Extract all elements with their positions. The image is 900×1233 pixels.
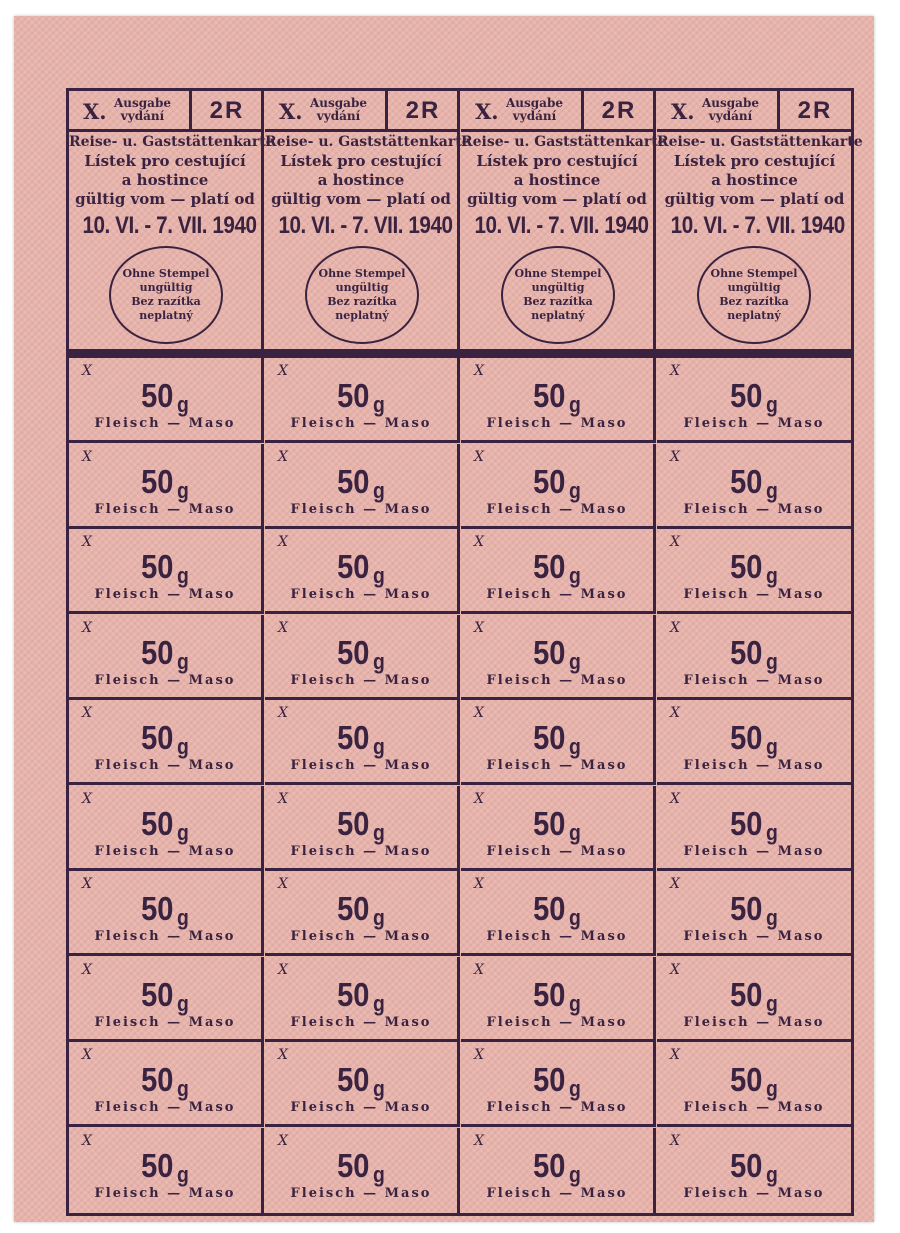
card-title [69, 133, 275, 209]
coupon [461, 529, 656, 614]
coupon [657, 1128, 851, 1213]
stamp-circle [697, 246, 811, 344]
ration-card-sheet [66, 88, 863, 1216]
coupon-amount-unit: g [176, 734, 189, 759]
coupon-amount-value: 50 [141, 1146, 174, 1184]
coupon [265, 615, 460, 700]
coupon-series-mark: X [670, 961, 680, 978]
series-divider [189, 91, 192, 129]
coupon-amount-unit: g [176, 563, 189, 588]
coupon-item: Fleisch — Maso [290, 1185, 432, 1201]
coupon-amount-value: 50 [533, 548, 566, 585]
coupon-amount-unit: g [568, 905, 581, 930]
coupon-series-mark: X [278, 790, 288, 807]
coupon-amount-unit: g [176, 648, 189, 674]
coupon-item: Fleisch — Maso [290, 929, 432, 944]
coupon [657, 786, 851, 871]
series-label-de: Ausgabe [702, 96, 759, 110]
coupon-series-mark: X [474, 363, 484, 379]
coupon [461, 1042, 656, 1127]
coupon [69, 444, 264, 529]
card-line-2: Lístek pro cestující [673, 152, 836, 170]
series-code: 2R [797, 97, 833, 124]
validity-dates: 10. VI. - 7. VII. 1940 [670, 212, 845, 239]
card-line-3: a hostince [317, 171, 405, 189]
series-box [657, 91, 852, 132]
coupon-series-mark: X [278, 961, 288, 978]
stamp-line-1: Ohne Stempel [710, 267, 798, 280]
coupon-series-mark: X [82, 705, 92, 721]
stamp-line-2: ungültig [727, 281, 781, 294]
coupon-series-mark: X [670, 876, 680, 892]
coupon [461, 871, 656, 956]
series-label [702, 97, 759, 123]
coupon-amount-unit: g [765, 392, 778, 417]
coupon-item: Fleisch — Maso [486, 929, 628, 944]
coupon-item: Fleisch — Maso [290, 758, 432, 773]
coupon-amount-unit: g [765, 1076, 778, 1101]
coupon-series-mark: X [670, 363, 680, 379]
series-divider [777, 91, 780, 129]
coupon-amount-value: 50 [337, 462, 370, 500]
coupon [69, 529, 264, 614]
coupon-amount-unit: g [568, 990, 581, 1016]
coupon-item: Fleisch — Maso [94, 1100, 236, 1115]
coupon [461, 358, 656, 443]
coupon-amount-unit: g [765, 563, 778, 588]
coupon-series-mark: X [670, 534, 680, 550]
stamp-circle [305, 246, 419, 344]
header-panel [461, 91, 667, 349]
coupon-item: Fleisch — Maso [683, 758, 825, 773]
stamp-line-2: ungültig [531, 281, 585, 294]
coupon-item: Fleisch — Maso [486, 1014, 628, 1030]
stamp-line-4: neplatný [139, 309, 193, 322]
coupon [657, 871, 851, 956]
coupon [461, 957, 656, 1042]
coupon-series-mark: X [278, 619, 288, 636]
coupon-amount-value: 50 [141, 377, 174, 414]
coupon-amount-value: 50 [141, 975, 174, 1013]
coupon-item: Fleisch — Maso [683, 1185, 825, 1201]
coupon-item: Fleisch — Maso [683, 587, 825, 602]
coupon-item: Fleisch — Maso [290, 587, 432, 602]
coupon [657, 1042, 851, 1127]
stamp-line-1: Ohne Stempel [122, 267, 210, 280]
series-letter: X. [279, 99, 303, 124]
coupon-series-mark: X [82, 790, 92, 807]
coupon-amount-unit: g [176, 392, 189, 417]
coupon-amount-unit: g [372, 392, 385, 417]
coupon-amount-unit: g [176, 990, 189, 1016]
coupon-series-mark: X [82, 876, 92, 892]
coupon-series-mark: X [670, 1047, 680, 1063]
validity-dates: 10. VI. - 7. VII. 1940 [82, 212, 257, 239]
coupon-amount-value: 50 [730, 890, 763, 927]
series-label-cs: vydání [316, 109, 361, 123]
card-line-1: Reise- u. Gaststättenkarte [265, 134, 471, 150]
coupon-item: Fleisch — Maso [94, 929, 236, 944]
stamp-line-4: neplatný [335, 309, 389, 322]
coupon-amount-unit: g [372, 1161, 385, 1187]
coupon-item: Fleisch — Maso [486, 758, 628, 773]
coupon-series-mark: X [278, 876, 288, 892]
card-line-2: Lístek pro cestující [476, 152, 638, 170]
coupon-amount-unit: g [372, 563, 385, 588]
coupon-series-mark: X [670, 619, 680, 636]
coupon-amount-value: 50 [337, 1061, 370, 1098]
series-label [114, 97, 171, 123]
coupon-amount-unit: g [568, 1161, 581, 1187]
coupon-item: Fleisch — Maso [683, 501, 825, 517]
coupon-series-mark: X [82, 534, 92, 550]
coupon-series-mark: X [278, 448, 288, 465]
coupon-amount-unit: g [176, 819, 189, 845]
coupon [69, 871, 264, 956]
coupon-item: Fleisch — Maso [683, 1014, 825, 1030]
card-title [265, 133, 471, 209]
card-line-4: gültig vom — platí od [467, 190, 647, 208]
stamp-line-3: Bez razítka [719, 295, 789, 308]
coupon [265, 358, 460, 443]
coupon-amount-value: 50 [141, 719, 174, 756]
coupon-item: Fleisch — Maso [486, 1100, 628, 1115]
stamp-line-4: neplatný [531, 309, 585, 322]
coupon [657, 615, 851, 700]
coupon [657, 957, 851, 1042]
coupon-amount-value: 50 [730, 633, 763, 671]
coupon [69, 615, 264, 700]
coupon-item: Fleisch — Maso [486, 1185, 628, 1201]
coupon-series-mark: X [670, 1132, 680, 1149]
card-line-3: a hostince [121, 171, 209, 189]
coupon-amount-unit: g [765, 819, 778, 845]
coupon-item: Fleisch — Maso [290, 501, 432, 517]
series-label-de: Ausgabe [506, 96, 563, 110]
coupon-amount-unit: g [568, 563, 581, 588]
coupon-amount-value: 50 [730, 1061, 763, 1098]
coupon-item: Fleisch — Maso [94, 843, 236, 859]
coupon-amount-value: 50 [533, 719, 566, 756]
series-label-cs: vydání [708, 109, 753, 123]
coupon-series-mark: X [82, 1047, 92, 1063]
header-panel [69, 91, 275, 349]
coupon-amount-unit: g [568, 819, 581, 845]
coupon [657, 529, 851, 614]
header-panel [657, 91, 863, 349]
coupon-item: Fleisch — Maso [486, 843, 628, 859]
coupon-series-mark: X [82, 619, 92, 636]
coupon-series-mark: X [82, 1132, 92, 1149]
coupon [657, 358, 851, 443]
card-title [461, 133, 667, 209]
coupon-amount-value: 50 [533, 804, 566, 842]
series-letter: X. [475, 99, 499, 124]
coupon-series-mark: X [474, 790, 484, 807]
coupon-series-mark: X [670, 448, 680, 465]
coupon-series-mark: X [670, 705, 680, 721]
coupon-amount-unit: g [372, 477, 385, 503]
card-line-1: Reise- u. Gaststättenkarte [69, 134, 275, 150]
stamp-line-2: ungültig [335, 281, 389, 294]
coupon-amount-value: 50 [730, 1146, 763, 1184]
coupon-series-mark: X [474, 619, 484, 636]
card-line-4: gültig vom — platí od [75, 190, 255, 208]
coupon-item: Fleisch — Maso [486, 672, 628, 688]
card-line-2: Lístek pro cestující [280, 152, 442, 170]
coupon-item: Fleisch — Maso [290, 672, 432, 688]
coupon [461, 615, 656, 700]
coupon [265, 444, 460, 529]
coupon-amount-unit: g [372, 1076, 385, 1101]
coupon-series-mark: X [474, 448, 484, 465]
coupon-amount-value: 50 [533, 633, 566, 671]
series-code: 2R [601, 97, 637, 124]
card-line-2: Lístek pro cestující [84, 152, 246, 170]
series-box [69, 91, 261, 132]
coupon-amount-unit: g [568, 392, 581, 417]
coupon-item: Fleisch — Maso [94, 758, 236, 773]
coupon-item: Fleisch — Maso [94, 587, 236, 602]
coupon-series-mark: X [278, 363, 288, 379]
coupon-series-mark: X [82, 961, 92, 978]
coupon-amount-unit: g [176, 1161, 189, 1187]
coupon [657, 700, 851, 785]
header-row [69, 91, 863, 358]
coupon-amount-value: 50 [337, 377, 370, 414]
coupon-amount-unit: g [568, 734, 581, 759]
coupon-amount-value: 50 [533, 462, 566, 500]
series-label-cs: vydání [512, 109, 557, 123]
coupon-item: Fleisch — Maso [683, 416, 825, 431]
coupon-amount-unit: g [765, 734, 778, 759]
coupon-item: Fleisch — Maso [94, 1185, 236, 1201]
coupon-amount-value: 50 [141, 804, 174, 842]
coupon-amount-unit: g [765, 1161, 778, 1187]
coupon-item: Fleisch — Maso [290, 1100, 432, 1115]
series-label-de: Ausgabe [114, 96, 171, 110]
coupon-amount-unit: g [568, 1076, 581, 1101]
coupon-item: Fleisch — Maso [486, 587, 628, 602]
coupon-amount-unit: g [372, 905, 385, 930]
series-code: 2R [405, 97, 441, 124]
coupon-amount-value: 50 [533, 1061, 566, 1098]
series-divider [385, 91, 388, 129]
coupon-amount-value: 50 [141, 1061, 174, 1098]
coupon-series-mark: X [474, 534, 484, 550]
coupon-amount-value: 50 [337, 804, 370, 842]
coupon-item: Fleisch — Maso [94, 501, 236, 517]
series-box [265, 91, 457, 132]
coupon-item: Fleisch — Maso [94, 672, 236, 688]
coupon-amount-value: 50 [337, 975, 370, 1013]
coupon-amount-unit: g [176, 1076, 189, 1101]
coupon-series-mark: X [474, 1132, 484, 1149]
coupon-amount-value: 50 [141, 462, 174, 500]
coupon [265, 957, 460, 1042]
coupon [461, 444, 656, 529]
coupon-amount-unit: g [372, 648, 385, 674]
coupon-amount-value: 50 [730, 719, 763, 756]
card-line-4: gültig vom — platí od [664, 190, 845, 208]
stamp-circle [501, 246, 615, 344]
card-line-3: a hostince [711, 171, 798, 189]
stamp-line-1: Ohne Stempel [318, 267, 406, 280]
coupon-series-mark: X [278, 1047, 288, 1063]
coupon-series-mark: X [82, 448, 92, 465]
coupon-amount-value: 50 [533, 890, 566, 927]
coupon-amount-value: 50 [533, 377, 566, 414]
coupon-item: Fleisch — Maso [94, 416, 236, 431]
coupon-item: Fleisch — Maso [486, 416, 628, 431]
stamp-circle [109, 246, 223, 344]
card-line-3: a hostince [513, 171, 601, 189]
coupon-item: Fleisch — Maso [290, 1014, 432, 1030]
validity-dates: 10. VI. - 7. VII. 1940 [278, 212, 453, 239]
coupon-amount-unit: g [765, 905, 778, 930]
coupon-series-mark: X [474, 1047, 484, 1063]
coupon-amount-unit: g [372, 734, 385, 759]
coupon [265, 1042, 460, 1127]
stamp-line-2: ungültig [139, 281, 193, 294]
coupon-grid [69, 358, 851, 1213]
coupon [657, 444, 851, 529]
coupon [461, 786, 656, 871]
coupon-amount-value: 50 [337, 633, 370, 671]
coupon-item: Fleisch — Maso [290, 843, 432, 859]
series-label-cs: vydání [120, 109, 165, 123]
card-line-1: Reise- u. Gaststättenkarte [657, 134, 863, 150]
series-letter: X. [671, 99, 695, 124]
coupon [69, 786, 264, 871]
coupon-amount-unit: g [568, 648, 581, 674]
series-label-de: Ausgabe [310, 96, 367, 110]
coupon-amount-value: 50 [337, 719, 370, 756]
stamp-line-1: Ohne Stempel [514, 267, 602, 280]
coupon [265, 786, 460, 871]
coupon [69, 358, 264, 443]
coupon [69, 957, 264, 1042]
coupon-amount-value: 50 [337, 890, 370, 927]
coupon-amount-value: 50 [730, 462, 763, 500]
coupon-amount-value: 50 [141, 890, 174, 927]
coupon-item: Fleisch — Maso [683, 672, 825, 688]
stamp-line-3: Bez razítka [131, 295, 201, 308]
stamp-line-3: Bez razítka [327, 295, 397, 308]
coupon [265, 700, 460, 785]
coupon-amount-unit: g [176, 477, 189, 503]
coupon-amount-unit: g [372, 990, 385, 1016]
coupon-series-mark: X [278, 534, 288, 550]
coupon [69, 700, 264, 785]
coupon-item: Fleisch — Maso [683, 929, 825, 944]
coupon-series-mark: X [82, 363, 92, 379]
coupon-amount-value: 50 [730, 377, 763, 414]
series-divider [581, 91, 584, 129]
series-label [310, 97, 367, 123]
coupon-amount-value: 50 [337, 548, 370, 585]
coupon-amount-value: 50 [533, 975, 566, 1013]
series-label [506, 97, 563, 123]
coupon-item: Fleisch — Maso [486, 501, 628, 517]
card-line-1: Reise- u. Gaststättenkarte [461, 134, 667, 150]
coupon-series-mark: X [670, 790, 680, 807]
header-panel [265, 91, 471, 349]
coupon-series-mark: X [278, 705, 288, 721]
coupon [265, 1128, 460, 1213]
ration-card-paper [14, 16, 874, 1222]
stamp-line-3: Bez razítka [523, 295, 593, 308]
coupon-item: Fleisch — Maso [683, 843, 825, 859]
coupon [461, 1128, 656, 1213]
coupon-amount-unit: g [176, 905, 189, 930]
coupon [461, 700, 656, 785]
series-letter: X. [83, 99, 107, 124]
coupon [69, 1042, 264, 1127]
coupon-amount-value: 50 [730, 548, 763, 585]
coupon-amount-value: 50 [141, 548, 174, 585]
coupon-amount-unit: g [372, 819, 385, 845]
validity-dates: 10. VI. - 7. VII. 1940 [474, 212, 649, 239]
coupon-amount-unit: g [568, 477, 581, 503]
coupon-amount-unit: g [765, 990, 778, 1016]
coupon-amount-unit: g [765, 648, 778, 674]
card-line-4: gültig vom — platí od [271, 190, 451, 208]
card-title [657, 133, 863, 209]
coupon-amount-value: 50 [337, 1146, 370, 1184]
coupon [69, 1128, 264, 1213]
coupon [265, 529, 460, 614]
coupon-series-mark: X [278, 1132, 288, 1149]
coupon-series-mark: X [474, 961, 484, 978]
coupon-item: Fleisch — Maso [683, 1100, 825, 1115]
stamp-line-4: neplatný [727, 309, 781, 322]
series-box [461, 91, 653, 132]
coupon-amount-value: 50 [730, 975, 763, 1013]
coupon-series-mark: X [474, 876, 484, 892]
coupon-amount-value: 50 [730, 804, 763, 842]
coupon-item: Fleisch — Maso [290, 416, 432, 431]
series-code: 2R [209, 97, 245, 124]
coupon [265, 871, 460, 956]
coupon-item: Fleisch — Maso [94, 1014, 236, 1030]
coupon-amount-value: 50 [141, 633, 174, 671]
coupon-amount-unit: g [765, 477, 778, 503]
coupon-amount-value: 50 [533, 1146, 566, 1184]
coupon-series-mark: X [474, 705, 484, 721]
